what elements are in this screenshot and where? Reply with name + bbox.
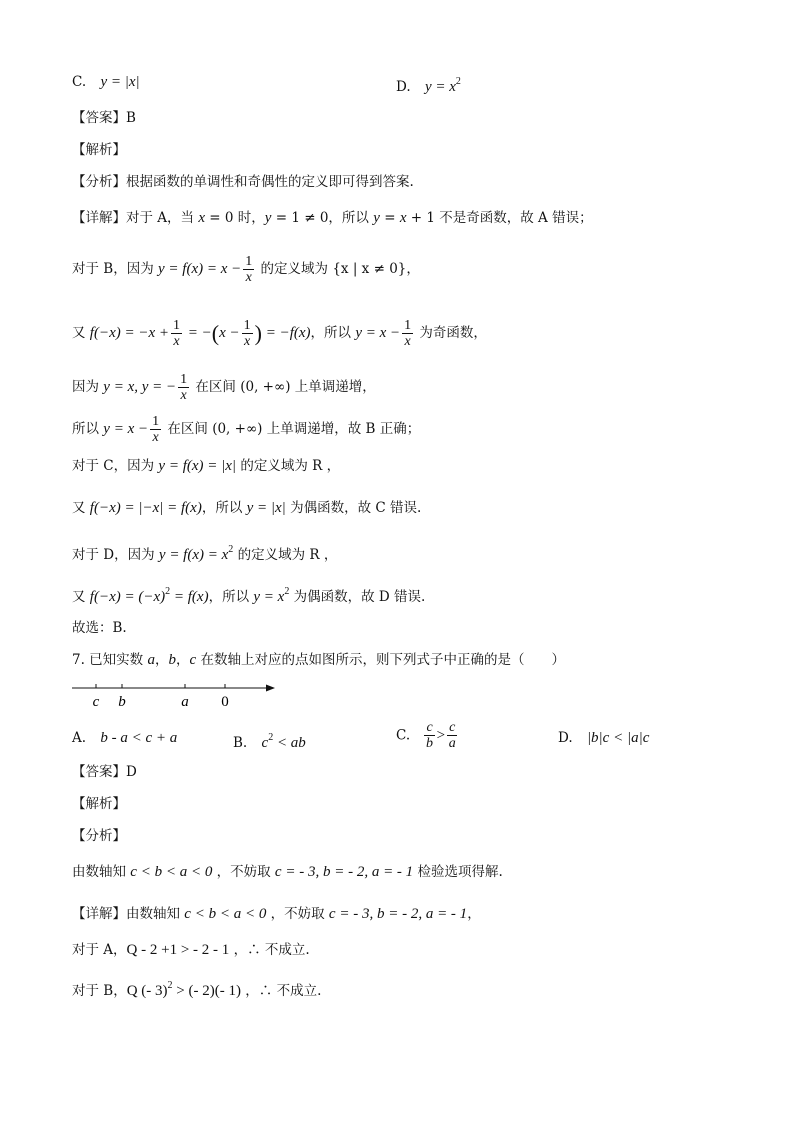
- text: 为奇函数，: [415, 325, 487, 341]
- math: y = f(x) = |x|: [158, 458, 237, 474]
- math: a: [147, 652, 155, 668]
- text: 的定义域为 R ，: [233, 547, 338, 563]
- text: ，不妨取: [266, 906, 329, 922]
- denominator: x: [245, 270, 252, 285]
- denominator: x: [180, 388, 187, 403]
- superscript: 2: [268, 732, 274, 743]
- fraction: [402, 318, 413, 349]
- text: = 1 ≠ 0，所以: [271, 210, 374, 226]
- superscript: 2: [455, 76, 461, 87]
- answer-tag: 【答案】: [72, 110, 126, 126]
- denominator: a: [448, 736, 456, 751]
- option-expr: b - a < c + a: [100, 730, 178, 746]
- denominator: x: [244, 334, 251, 349]
- text: ，: [467, 906, 481, 922]
- numerator: 1: [404, 318, 412, 333]
- math: y = f(x) = x: [158, 547, 229, 563]
- label-b: b: [118, 694, 126, 710]
- fraction: [242, 318, 253, 349]
- fenxi-tag: 【分析】: [72, 174, 126, 190]
- option-expr: < ab: [273, 735, 306, 751]
- option-7c: [396, 720, 459, 751]
- math: c = - 3, b = - 2, a = - 1: [274, 864, 414, 880]
- text: = 0 时，: [205, 210, 265, 226]
- text: 为偶函数，故 C 错误.: [285, 500, 422, 516]
- math: y = x −: [103, 421, 149, 437]
- numerator: 1: [180, 372, 188, 387]
- text: 检验选项得解.: [413, 864, 503, 880]
- detail-line-d1: [72, 540, 337, 565]
- text: 在区间 (0, +∞) 上单调递增，: [191, 379, 376, 395]
- text: 对于 B，: [72, 983, 127, 999]
- denominator: x: [173, 334, 180, 349]
- fraction: [171, 318, 182, 349]
- answer-value: D: [126, 764, 137, 780]
- option-expr: y = |x|: [100, 74, 140, 90]
- answer-line-2: [72, 762, 137, 782]
- numerator: 1: [243, 318, 251, 333]
- label-c: c: [92, 694, 100, 710]
- detail-line-7a: [72, 940, 310, 960]
- denominator: x: [404, 334, 411, 349]
- detail-line-b4: [72, 414, 420, 445]
- text: + 1 不是奇函数，故 A 错误；: [406, 210, 593, 226]
- answer-tag: 【答案】: [72, 764, 126, 780]
- fraction: [447, 720, 457, 751]
- text: ，所以: [201, 500, 247, 516]
- fraction: [424, 720, 434, 751]
- option-label: C.: [72, 74, 87, 90]
- question-7: [72, 650, 565, 670]
- math: y = f(x) = x −: [158, 261, 242, 277]
- text: 又: [72, 589, 90, 605]
- text: ，不妨取: [212, 864, 275, 880]
- option-label: C.: [396, 727, 411, 744]
- detail-line-b2: [72, 318, 487, 349]
- text: 对于 B，因为: [72, 261, 159, 277]
- math: f(−x) = (−x): [89, 589, 166, 605]
- detail-tag: 【详解】: [72, 210, 126, 226]
- text: 为偶函数，故 D 错误.: [289, 589, 426, 605]
- option-expr: c: [261, 735, 269, 751]
- numerator: 1: [173, 318, 181, 333]
- math: y = |x|: [246, 500, 286, 516]
- detail-line-a: [72, 208, 593, 228]
- option-expr: |b|c < |a|c: [586, 730, 650, 746]
- number-line-diagram: [68, 680, 282, 712]
- detail-tag: 【详解】: [72, 906, 126, 922]
- superscript: 2: [167, 980, 173, 991]
- text: 在数轴上对应的点如图所示，则下列式子中正确的是（ ）: [196, 652, 565, 668]
- math: y: [373, 210, 380, 226]
- text: =: [379, 210, 400, 226]
- option-7a: [72, 728, 177, 748]
- label-a: a: [181, 694, 189, 710]
- text: ，: [154, 652, 169, 668]
- math: x −: [219, 325, 240, 341]
- text: 又: [72, 500, 90, 516]
- detail-line-d2: [72, 582, 425, 607]
- option-expr: y = x: [424, 79, 456, 95]
- fraction: [178, 372, 189, 403]
- math: y: [264, 210, 272, 226]
- detail-line-c1: [72, 456, 340, 476]
- numerator: c: [426, 720, 433, 735]
- answer-line-1: [72, 108, 136, 128]
- option-label: B.: [233, 735, 248, 751]
- math: = f(x): [170, 589, 209, 605]
- text: 对于 A，: [72, 942, 127, 958]
- option-label: A.: [72, 730, 87, 746]
- math: y = x −: [355, 325, 401, 341]
- fenxi-text-2: [72, 862, 503, 882]
- question-number: 7.: [72, 652, 85, 668]
- math: y = x: [253, 589, 285, 605]
- fenxi-heading-2: 【分析】: [72, 828, 126, 844]
- text: 对于 C，因为: [72, 458, 159, 474]
- text: 对于 D，因为: [72, 547, 159, 563]
- option-7b: [233, 728, 306, 753]
- math: = −: [184, 325, 212, 341]
- superscript: 2: [165, 586, 171, 597]
- math: b: [168, 652, 176, 668]
- math: c < b < a < 0: [184, 906, 267, 922]
- math: = −f(x): [261, 325, 311, 341]
- paren: (: [211, 320, 220, 346]
- label-zero: 0: [221, 694, 229, 710]
- option-c-prev: [72, 72, 140, 92]
- text: ，所以: [208, 589, 254, 605]
- text: 的定义域为 R ，: [236, 458, 341, 474]
- text: 所以: [72, 421, 104, 437]
- math: c = - 3, b = - 2, a = - 1: [328, 906, 468, 922]
- math: c: [189, 652, 197, 668]
- math: > (- 2)(- 1): [172, 983, 241, 999]
- denominator: b: [426, 736, 434, 751]
- axis-arrow: [266, 685, 275, 692]
- text: 在区间 (0, +∞) 上单调递增，故 B 正确；: [163, 421, 421, 437]
- fraction: [243, 254, 254, 285]
- numerator: 1: [245, 254, 253, 269]
- math: Q - 2 +1 > - 2 - 1: [126, 942, 230, 958]
- numerator: 1: [152, 414, 160, 429]
- option-label: D.: [396, 79, 411, 95]
- numerator: c: [449, 720, 456, 735]
- superscript: 2: [228, 544, 234, 555]
- math: f(−x) = |−x| = f(x): [89, 500, 202, 516]
- option-label: D.: [558, 730, 573, 746]
- fenxi-text: 根据函数的单调性和奇偶性的定义即可得到答案.: [126, 174, 414, 190]
- text: 已知实数: [84, 652, 148, 668]
- math: y = x, y = −: [103, 379, 177, 395]
- text: 又: [72, 325, 90, 341]
- text: 因为: [72, 379, 104, 395]
- superscript: 2: [284, 586, 290, 597]
- math: x: [198, 210, 206, 226]
- final-choice-1: 故选：B.: [72, 620, 127, 636]
- text: 的定义域为 {x | x ≠ 0}，: [256, 261, 420, 277]
- analysis-heading-1: 【解析】: [72, 142, 126, 158]
- math: f(−x) = −x +: [89, 325, 170, 341]
- denominator: x: [152, 430, 159, 445]
- fraction: [150, 414, 161, 445]
- math: Q (- 3): [126, 983, 168, 999]
- text: ，: [175, 652, 190, 668]
- answer-value: B: [126, 110, 136, 126]
- text: 对于 A，当: [126, 210, 199, 226]
- detail-line-7b: [72, 976, 321, 1001]
- option-d-prev: [396, 72, 461, 97]
- math: x: [399, 210, 407, 226]
- text: 由数轴知: [126, 906, 185, 922]
- detail-line-c2: [72, 498, 421, 518]
- text: ，所以: [310, 325, 356, 341]
- option-7d: [558, 728, 649, 748]
- operator: >: [436, 727, 446, 744]
- text: ，∴ 不成立.: [229, 942, 310, 958]
- detail-line-b1: [72, 254, 420, 285]
- detail-line-7: [72, 904, 481, 924]
- text: ，∴ 不成立.: [240, 983, 322, 999]
- fenxi-line-1: [72, 172, 414, 192]
- text: 由数轴知: [72, 864, 131, 880]
- detail-line-b3: [72, 372, 376, 403]
- math: c < b < a < 0: [130, 864, 213, 880]
- paren: ): [254, 320, 262, 346]
- analysis-heading-2: 【解析】: [72, 796, 126, 812]
